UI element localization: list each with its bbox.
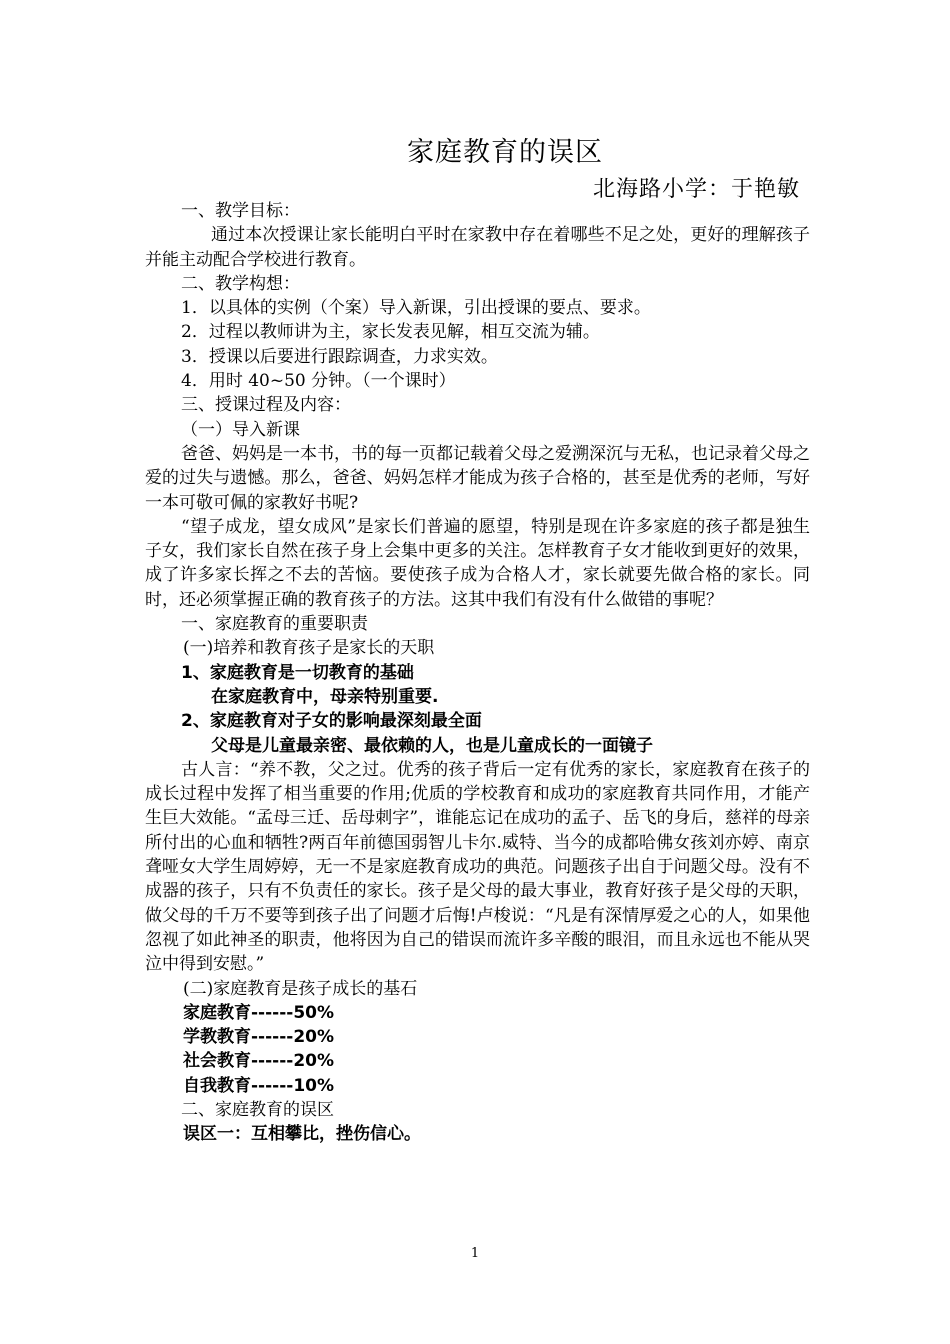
intro-paragraph: “望子成龙，望女成风”是家长们普遍的愿望，特别是现在许多家庭的孩子都是独生子女，我们家长自然在孩子身上会集中更多的关注。怎样教育子女才能收到更好的效果，成了许多家长挥之不去的苦恼。要使孩子成为合格人才，家长就要先做合格的家长。同时，还必须掌握正确的教育孩子的方法。这其中我们有没有什么做错的事呢？ (145, 516, 810, 610)
myth-heading: 误区一：互相攀比，挫伤信心。 (183, 1124, 421, 1145)
bold-point: 2、家庭教育对子女的影响最深刻最全面 (181, 711, 482, 732)
design-item: 3．授课以后要进行跟踪调查，力求实效。 (181, 346, 498, 367)
author-line: 北海路小学：于艳敏 (592, 177, 800, 202)
design-item: 1．以具体的实例（个案）导入新课，引出授课的要点、要求。 (181, 298, 651, 319)
section-heading-goals: 一、教学目标： (181, 201, 300, 221)
bold-point: 1、家庭教育是一切教育的基础 (181, 662, 414, 683)
design-item: 4．用时 40~50 分钟。（一个课时） (181, 371, 456, 392)
design-item: 2．过程以教师讲为主，家长发表见解，相互交流为辅。 (181, 322, 600, 343)
document-title: 家庭教育的误区 (407, 137, 603, 168)
intro-heading: （一）导入新课 (181, 419, 300, 440)
bold-subpoint: 父母是儿童最亲密、最依赖的人，也是儿童成长的一面镜子 (211, 735, 653, 756)
section-heading-design: 二、教学构想： (181, 273, 300, 294)
goals-paragraph: 通过本次授课让家长能明白平时在家教中存在着哪些不足之处，更好的理解孩子并能主动配合学校进行教育。 (145, 225, 810, 270)
quote-paragraph: 古人言：“养不教，父之过。优秀的孩子背后一定有优秀的家长，家庭教育在孩子的成长过程中发挥了相当重要的作用;优质的学校教育和成功的家庭教育共同作用，才能产生巨大效能。“孟母三迁、岳母刺字”，谁能忘记在成功的孟子、岳飞的身后，慈祥的母亲所付出的心血和牺牲?两百年前德国弱智儿卡尔.威特、当今的成都哈佛女孩刘亦婷、南京聋哑女大学生周婷婷，无一不是家庭教育成功的典范。问题孩子出自于问题父母。没有不成器的孩子，只有不负责任的家长。孩子是父母的最大事业，教育好孩子是父母的天职，做父母的千万不要等到孩子出了问题才后悔!卢梭说：“凡是有深情厚爱之心的人，如果他忽视了如此神圣的职责，他将因为自己的错误而流许多辛酸的眼泪，而且永远也不能从哭泣中得到安慰。” (145, 759, 810, 975)
document-body (145, 199, 810, 1147)
section-heading-process: 三、授课过程及内容： (181, 395, 351, 416)
stat-line: 学教教育------20% (183, 1027, 335, 1048)
stat-line: 自我教育------10% (183, 1075, 335, 1096)
page-number: 1 (470, 1246, 480, 1261)
part1-subheading: (二)家庭教育是孩子成长的基石 (183, 978, 418, 999)
part1-heading: 一、家庭教育的重要职责 (181, 614, 368, 635)
intro-paragraph: 爸爸、妈妈是一本书，书的每一页都记载着父母之爱溯深沉与无私，也记录着父母之爱的过失与遗憾。那么，爸爸、妈妈怎样才能成为孩子合格的，甚至是优秀的老师，写好一本可敬可佩的家教好书呢? (145, 443, 810, 513)
bold-subpoint: 在家庭教育中，母亲特别重要. (211, 686, 439, 707)
stat-line: 家庭教育------50% (183, 1002, 335, 1023)
part1-subheading: (一)培养和教育孩子是家长的天职 (183, 638, 435, 659)
stat-line: 社会教育------20% (183, 1051, 335, 1072)
part2-heading: 二、家庭教育的误区 (181, 1099, 334, 1120)
